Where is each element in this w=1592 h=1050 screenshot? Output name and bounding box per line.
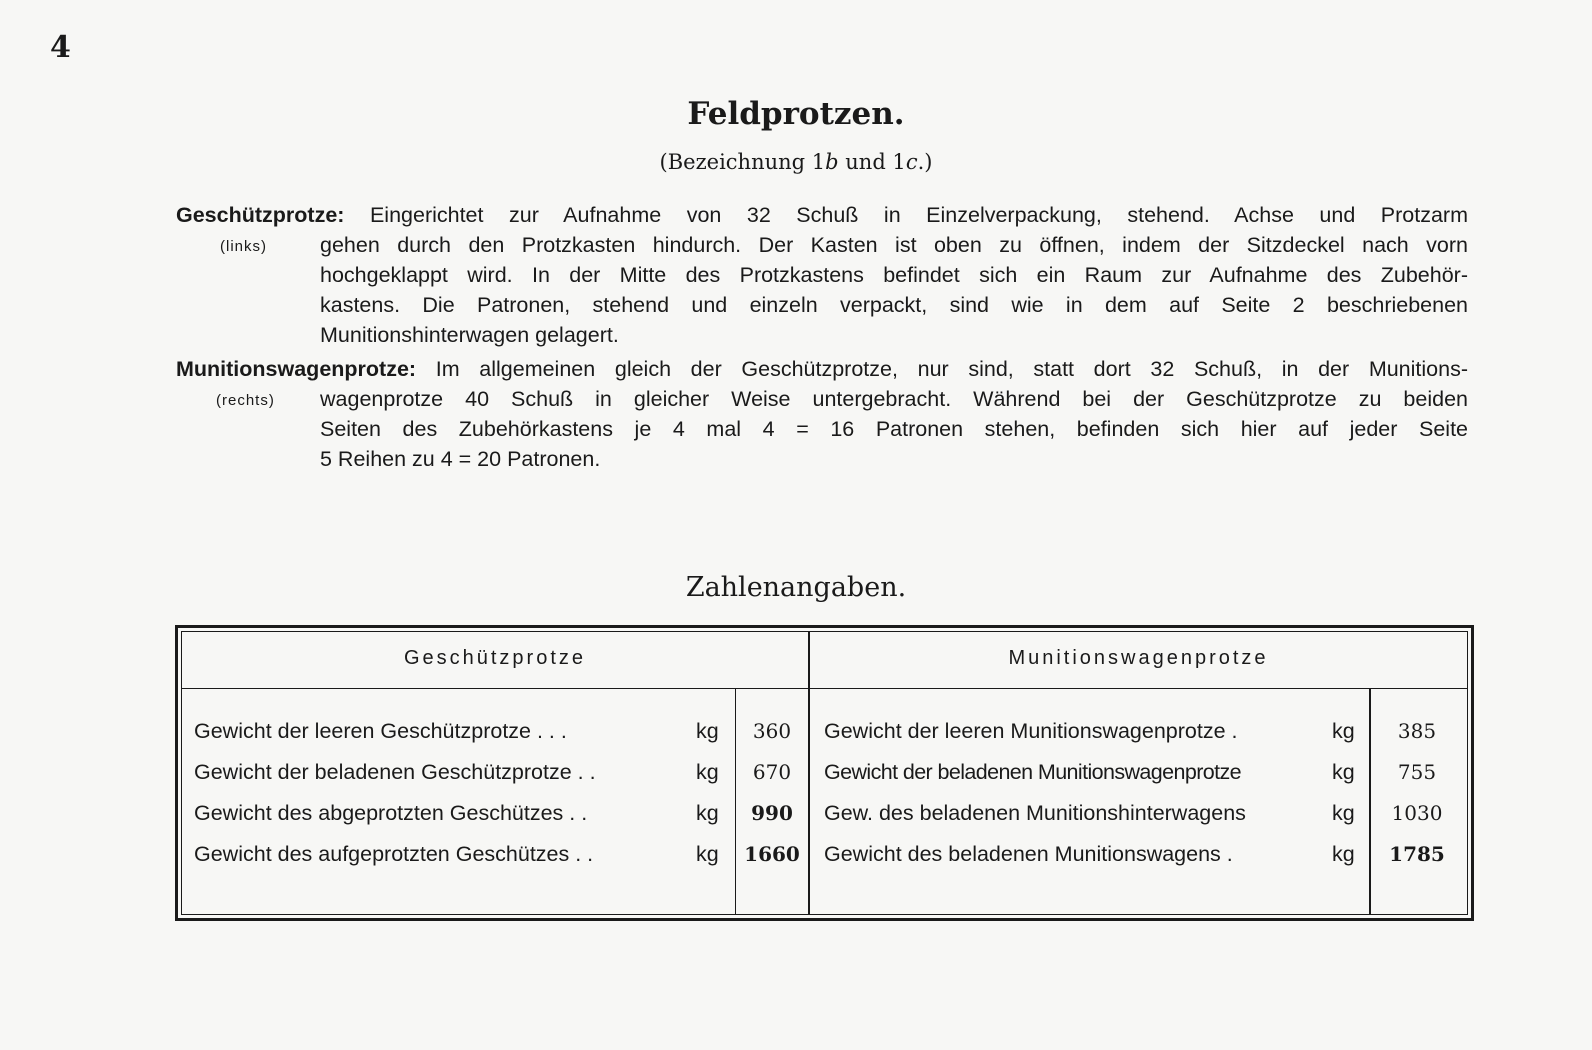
row-label: Gewicht des beladenen Munitionswagens . <box>824 842 1233 866</box>
row-value: 1785 <box>1389 842 1445 866</box>
table-row <box>182 839 808 869</box>
row-label: Gewicht des abgeprotzten Geschützes . . <box>194 801 588 825</box>
row-unit: kg <box>696 801 719 825</box>
row-value: 1660 <box>744 842 800 866</box>
paragraph-lead: Munitionswagenprotze: <box>176 357 417 381</box>
page-number: 4 <box>50 30 71 65</box>
paragraph-line: kastens. Die Patronen, stehend und einzeln verpackt, sind wie in dem auf Seite 2 beschriebenen <box>320 293 1468 317</box>
row-unit: kg <box>1332 719 1355 743</box>
paragraph-line: Seiten des Zubehörkastens je 4 mal 4 = 16 Patronen stehen, befinden sich hier auf jeder Seite <box>320 417 1468 441</box>
row-unit: kg <box>696 719 719 743</box>
side-note-rechts: (rechts) <box>216 392 275 409</box>
header-divider <box>182 688 1467 689</box>
table-row <box>810 839 1469 869</box>
paragraph-line: Munitionshinterwagen gelagert. <box>320 323 619 347</box>
paragraph-line: gehen durch den Protzkasten hindurch. Der Kasten ist oben zu öffnen, indem der Sitzdeckel nach vorn <box>320 233 1468 257</box>
table-row <box>810 798 1469 828</box>
paragraph-geschuetzprotze <box>176 200 1468 350</box>
table-row <box>810 757 1469 787</box>
table-row <box>182 757 808 787</box>
page-title: Feldprotzen. <box>687 96 905 132</box>
subtitle-italic-b: b <box>825 150 839 174</box>
row-value: 360 <box>752 719 792 743</box>
subtitle-italic-c: c <box>905 150 918 174</box>
row-label: Gewicht des aufgeprotzten Geschützes . . <box>194 842 594 866</box>
row-value: 670 <box>752 760 792 784</box>
data-table-inner-border <box>181 631 1468 915</box>
row-unit: kg <box>696 760 719 784</box>
subtitle-middle: und 1 <box>838 150 906 174</box>
row-unit: kg <box>1332 842 1355 866</box>
subtitle-suffix: .) <box>917 150 933 174</box>
paragraph-line: wagenprotze 40 Schuß in gleicher Weise untergebracht. Während bei der Geschützprotze zu beiden <box>320 387 1468 411</box>
row-label: Gewicht der leeren Geschützprotze . . . <box>194 719 567 743</box>
data-table <box>175 625 1474 921</box>
table-heading: Zahlenangaben. <box>685 572 907 603</box>
paragraph-line: 5 Reihen zu 4 = 20 Patronen. <box>320 447 601 471</box>
row-unit: kg <box>1332 760 1355 784</box>
row-unit: kg <box>696 842 719 866</box>
paragraph-line: hochgeklappt wird. In der Mitte des Protzkastens befindet sich ein Raum zur Aufnahme des Zubehör- <box>320 263 1468 287</box>
paragraph-line <box>176 354 1468 384</box>
paragraph-munitionswagenprotze <box>176 354 1468 474</box>
paragraph-line <box>176 200 1468 230</box>
row-unit: kg <box>1332 801 1355 825</box>
paragraph-line-text: Eingerichtet zur Aufnahme von 32 Schuß in Einzelverpackung, stehend. Achse und Protzarm <box>369 203 1468 227</box>
subtitle-prefix: (Bezeichnung 1 <box>659 150 826 174</box>
side-note-links: (links) <box>220 238 267 255</box>
row-value: 1030 <box>1391 801 1443 825</box>
subtitle <box>0 150 1592 174</box>
row-value: 755 <box>1397 760 1437 784</box>
row-value: 990 <box>751 801 793 825</box>
column-header-munitionswagenprotze: Munitionswagenprotze <box>1008 647 1269 669</box>
row-label: Gew. des beladenen Munitionshinterwagens <box>824 801 1246 825</box>
paragraph-line-text: Im allgemeinen gleich der Geschützprotze, nur sind, statt dort 32 Schuß, in der Munitions- <box>435 357 1468 381</box>
row-label: Gewicht der beladenen Munitionswagenprotze <box>824 760 1242 784</box>
table-row <box>182 798 808 828</box>
paragraph-lead: Geschützprotze: <box>176 203 345 227</box>
row-label: Gewicht der leeren Munitionswagenprotze . <box>824 719 1238 743</box>
table-row <box>182 716 808 746</box>
column-header-geschuetzprotze: Geschützprotze <box>403 647 587 669</box>
row-value: 385 <box>1397 719 1437 743</box>
row-label: Gewicht der beladenen Geschützprotze . . <box>194 760 596 784</box>
table-row <box>810 716 1469 746</box>
